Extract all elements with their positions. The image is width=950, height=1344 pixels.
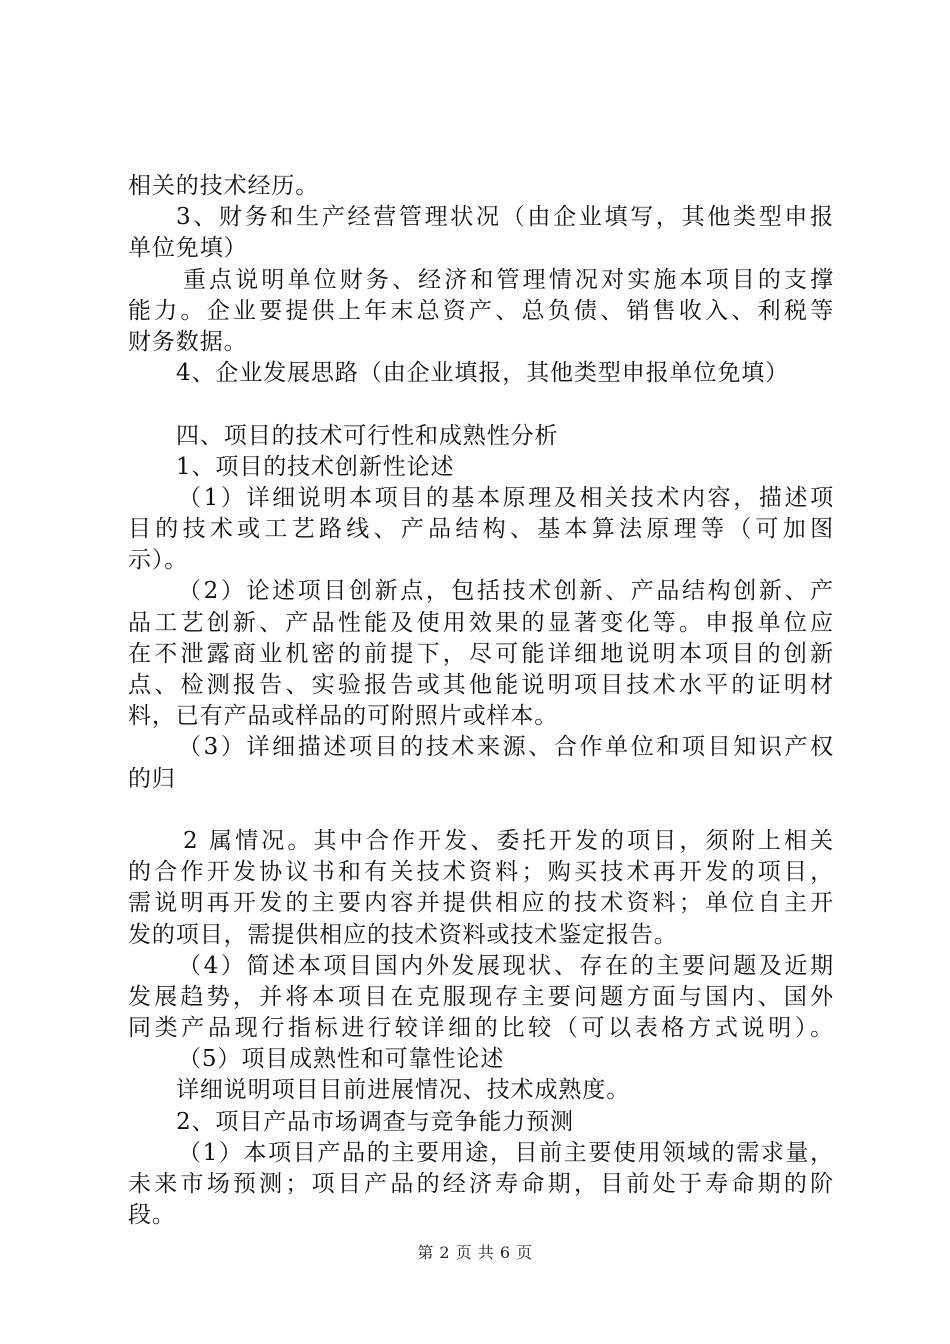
text-line: 料，已有产品或样品的可附照片或样本。 (128, 703, 559, 730)
text-line: 2 属情况。其中合作开发、委托开发的项目，须附上相关 (183, 827, 834, 854)
blank-line (128, 389, 834, 420)
text-line: （2）论述项目创新点，包括技术创新、产品结构创新、产 (178, 578, 834, 605)
text-line: 段。 (128, 1202, 176, 1229)
text-line: 点、检测报告、实验报告或其他能说明项目技术水平的证明材 (128, 672, 834, 698)
text-line: 品工艺创新、产品性能及使用效果的显著变化等。申报单位应 (128, 609, 834, 636)
text-line: 示）。 (128, 547, 189, 574)
text-line: 目的技术或工艺路线、产品结构、基本算法原理等（可加图 (128, 516, 834, 543)
text-line: 相关的技术经历。 (128, 173, 320, 199)
blank-line (128, 795, 834, 826)
text-line: 能力。企业要提供上年末总资产、总负债、销售收入、利税等 (128, 297, 834, 324)
text-line: 重点说明单位财务、经济和管理情况对实施本项目的支撑 (183, 266, 834, 293)
text-line: 四、项目的技术可行性和成熟性分析 (176, 422, 559, 449)
text-line: 1、项目的技术创新性论述 (176, 453, 455, 480)
text-line: 发展趋势，并将本项目在克服现存主要问题方面与国内、国外 (128, 983, 834, 1010)
text-line: 单位免填） (128, 235, 248, 262)
text-line: 的合作开发协议书和有关技术资料；购买技术再开发的项目， (128, 859, 834, 886)
text-line: （1）本项目产品的主要用途，目前主要使用领域的需求量， (178, 1139, 834, 1166)
text-line: 3、财务和生产经营管理状况（由企业填写，其他类型申报 (176, 204, 834, 231)
text-line: 发的项目，需提供相应的技术资料或技术鉴定报告。 (128, 921, 678, 948)
text-line: 4、企业发展思路（由企业填报，其他类型申报单位免填） (176, 360, 790, 387)
text-line: （1）详细说明本项目的基本原理及相关技术内容，描述项 (178, 484, 834, 511)
text-line: 未来市场预测；项目产品的经济寿命期，目前处于寿命期的阶 (128, 1171, 834, 1197)
text-line: （4）简述本项目国内外发展现状、存在的主要问题及近期 (178, 952, 834, 979)
text-line: （5）项目成熟性和可靠性论述 (178, 1046, 505, 1073)
text-line: 详细说明项目目前进展情况、技术成熟度。 (176, 1077, 631, 1104)
text-line: 需说明再开发的主要内容并提供相应的技术资料；单位自主开 (128, 890, 834, 917)
text-line: （3）详细描述项目的技术来源、合作单位和项目知识产权 (178, 734, 834, 761)
page-footer: 第 2 页 共 6 页 (417, 1243, 533, 1262)
document-body (128, 171, 834, 1231)
text-line: 在不泄露商业机密的前提下，尽可能详细地说明本项目的创新 (128, 640, 834, 667)
text-line: 同类产品现行指标进行较详细的比较（可以表格方式说明）。 (128, 1015, 834, 1042)
text-line: 财务数据。 (128, 328, 248, 355)
text-line: 的归 (128, 765, 176, 792)
text-line: 2、项目产品市场调查与竞争能力预测 (176, 1108, 574, 1135)
